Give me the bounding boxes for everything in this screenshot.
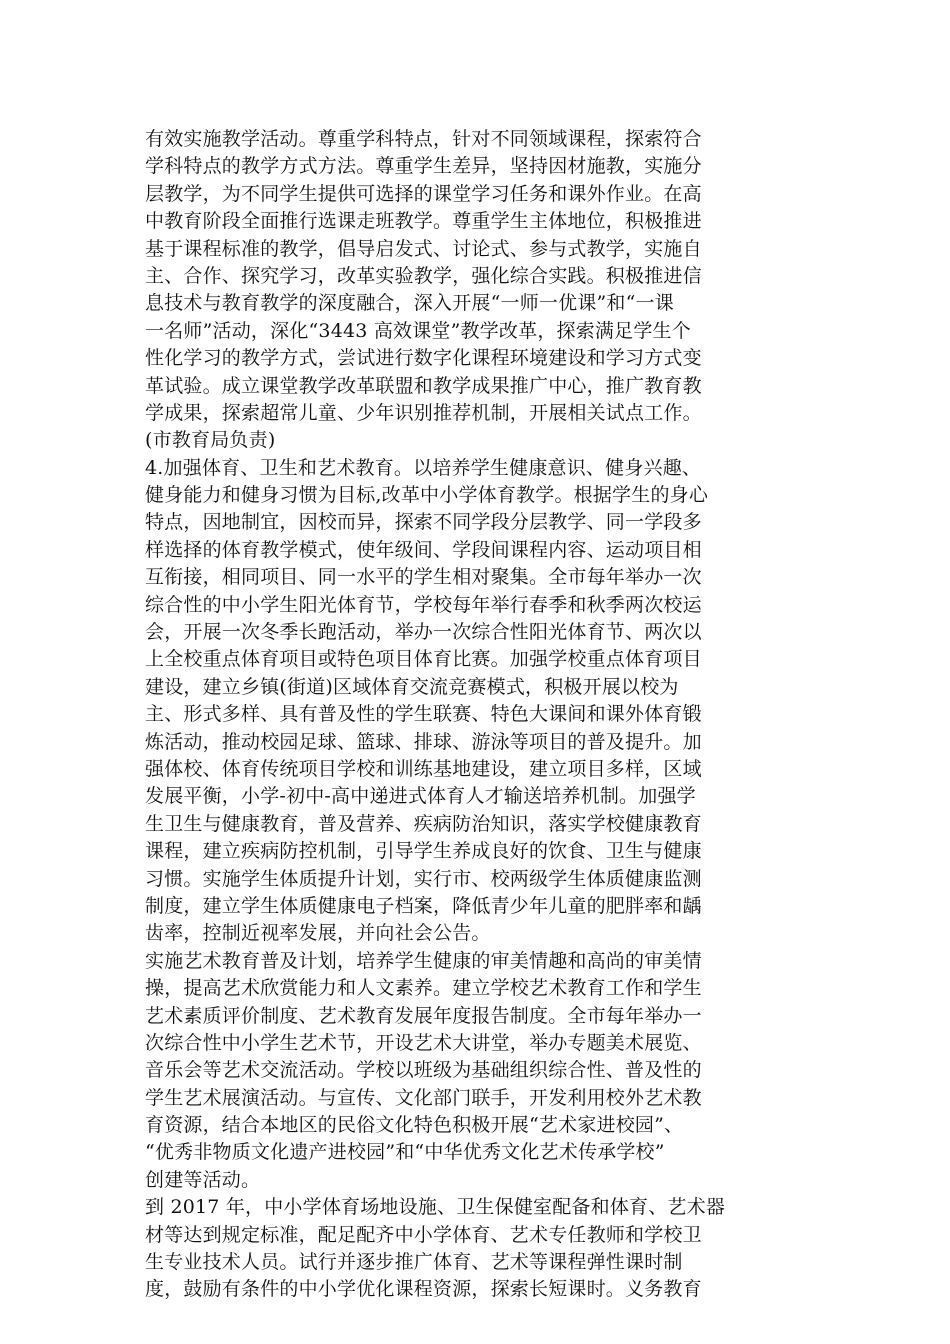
text-line: 建设，建立乡镇(街道)区域体育交流竞赛模式，积极开展以校为 [145, 675, 679, 698]
text-line: 生专业技术人员。试行并逐步推广体育、艺术等课程弹性课时制 [145, 1251, 683, 1274]
text-line: 课程，建立疾病防控机制，引导学生养成良好的饮食、卫生与健康 [145, 840, 702, 863]
text-line: 上全校重点体育项目或特色项目体育比赛。加强学校重点体育项目 [145, 648, 702, 671]
text-line: 学科特点的教学方式方法。尊重学生差异，坚持因材施教，实施分 [145, 155, 702, 178]
text-line: 学生艺术展演活动。与宣传、文化部门联手，开发利用校外艺术教 [145, 1086, 702, 1109]
text-line: 次综合性中小学生艺术节，开设艺术大讲堂，举办专题美术展览、 [145, 1031, 702, 1054]
text-line: 层教学，为不同学生提供可选择的课堂学习任务和课外作业。在高 [145, 182, 702, 205]
text-line: 制度，建立学生体质健康电子档案，降低青少年儿童的肥胖率和龋 [145, 894, 702, 917]
text-line: “优秀非物质文化遗产进校园”和“中华优秀文化艺术传承学校” [145, 1141, 665, 1164]
text-line: 主、合作、探究学习，改革实验教学，强化综合实践。积极推进信 [145, 264, 702, 287]
text-line: 主、形式多样、具有普及性的学生联赛、特色大课间和课外体育锻 [145, 703, 702, 726]
text-line: 互衔接，相同项目、同一水平的学生相对聚集。全市每年举办一次 [145, 566, 702, 589]
text-line: 实施艺术教育普及计划，培养学生健康的审美情趣和高尚的审美情 [145, 949, 702, 972]
text-line: 健身能力和健身习惯为目标,改革中小学体育教学。根据学生的身心 [145, 484, 709, 507]
text-line: 会，开展一次冬季长跑活动，举办一次综合性阳光体育节、两次以 [145, 621, 702, 644]
text-line: 齿率，控制近视率发展，并向社会公告。 [145, 922, 491, 945]
text-line: 炼活动，推动校园足球、篮球、排球、游泳等项目的普及提升。加 [145, 730, 702, 753]
text-line: 艺术素质评价制度、艺术教育发展年度报告制度。全市每年举办一 [145, 1004, 702, 1027]
text-line: 习惯。实施学生体质提升计划，实行市、校两级学生体质健康监测 [145, 867, 702, 890]
text-line: 操，提高艺术欣赏能力和人文素养。建立学校艺术教育工作和学生 [145, 977, 702, 1000]
text-line: 中教育阶段全面推行选课走班教学。尊重学生主体地位，积极推进 [145, 210, 702, 233]
text-line: 创建等活动。 [145, 1168, 261, 1191]
text-line: 基于课程标准的教学，倡导启发式、讨论式、参与式教学，实施自 [145, 237, 702, 260]
body-text [145, 126, 805, 1304]
text-line: 性化学习的教学方式，尝试进行数字化课程环境建设和学习方式变 [145, 347, 702, 370]
text-line: (市教育局负责) [145, 429, 276, 452]
text-line: 发展平衡，小学-初中-高中递进式体育人才输送培养机制。加强学 [145, 785, 696, 808]
text-line: 度，鼓励有条件的中小学优化课程资源，探索长短课时。义务教育 [145, 1278, 702, 1301]
text-line: 材等达到规定标准，配足配齐中小学体育、艺术专任教师和学校卫 [145, 1223, 702, 1246]
text-line: 一名师”活动，深化“3443 高效课堂”教学改革，探索满足学生个 [145, 319, 691, 342]
text-line: 4.加强体育、卫生和艺术教育。以培养学生健康意识、健身兴趣、 [145, 456, 702, 479]
text-line: 革试验。成立课堂教学改革联盟和教学成果推广中心，推广教育教 [145, 374, 702, 397]
text-line: 有效实施教学活动。尊重学科特点，针对不同领域课程，探索符合 [145, 128, 702, 150]
text-line: 学成果，探索超常儿童、少年识别推荐机制，开展相关试点工作。 [145, 401, 702, 424]
text-line: 特点，因地制宜，因校而异，探索不同学段分层教学、同一学段多 [145, 511, 702, 534]
text-line: 样选择的体育教学模式，使年级间、学段间课程内容、运动项目相 [145, 538, 702, 561]
text-line: 息技术与教育教学的深度融合，深入开展“一师一优课”和“一课 [145, 292, 674, 315]
text-line: 育资源，结合本地区的民俗文化特色积极开展“艺术家进校园”、 [145, 1114, 684, 1137]
text-line: 音乐会等艺术交流活动。学校以班级为基础组织综合性、普及性的 [145, 1059, 702, 1082]
text-line: 到 2017 年，中小学体育场地设施、卫生保健室配备和体育、艺术器 [145, 1196, 726, 1219]
text-line: 综合性的中小学生阳光体育节，学校每年举行春季和秋季两次校运 [145, 593, 702, 616]
text-line: 生卫生与健康教育，普及营养、疾病防治知识，落实学校健康教育 [145, 812, 702, 835]
text-line: 强体校、体育传统项目学校和训练基地建设，建立项目多样，区域 [145, 757, 702, 780]
